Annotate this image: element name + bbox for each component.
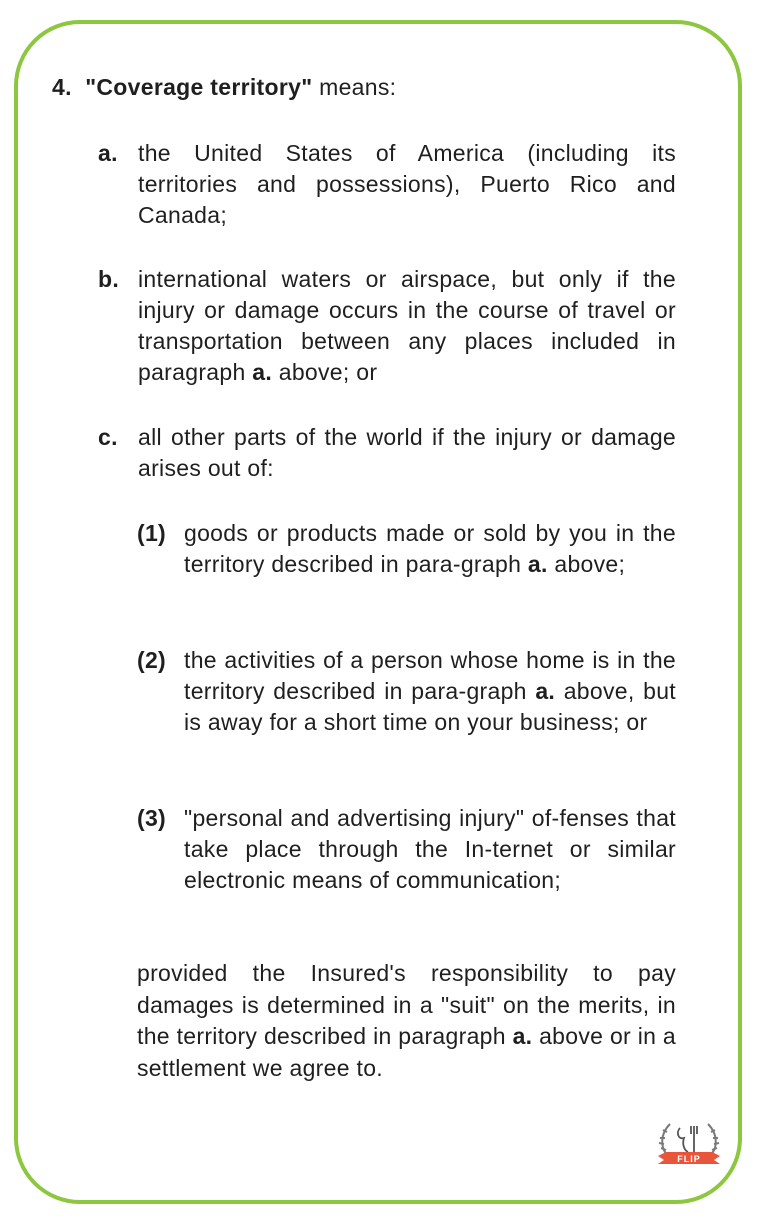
flip-logo	[654, 1116, 724, 1174]
subitem-marker: (3)	[137, 805, 167, 831]
paragraph-ref: a.	[512, 1023, 533, 1049]
paragraph-ref: a.	[535, 678, 556, 704]
item-a	[98, 138, 676, 231]
subitem-text: "personal and advertising injury" of-fenses that take place through the In-ternet or similar electronic means of communication;	[184, 805, 676, 893]
item-marker: b.	[98, 266, 120, 292]
logo-text: FLIP	[677, 1154, 701, 1164]
item-text: all other parts of the world if the injury or damage arises out of:	[138, 424, 676, 481]
closing-paragraph: provided the Insured's responsibility to pay damages is determined in a "suit" on the merits, in the territory described in paragraph a. above or in a settlement we agree to.	[137, 960, 676, 1081]
item-marker: a.	[98, 140, 118, 166]
wreath-right-icon	[708, 1124, 719, 1156]
subitem-1	[137, 518, 676, 580]
paragraph-ref: a.	[527, 551, 548, 577]
item-text: the United States of America (including its territories and possessions), Puerto Rico and Canada;	[138, 140, 676, 228]
subitem-text: the activities of a person whose home is in the territory described in para-graph a. above, but is away for a short time on your business; or	[184, 647, 676, 735]
item-b	[98, 264, 676, 388]
paragraph-ref: a.	[252, 359, 273, 385]
means-word: means:	[319, 74, 397, 100]
wreath-left-icon	[659, 1124, 670, 1156]
item-marker: c.	[98, 424, 118, 450]
section-number: 4.	[52, 74, 72, 100]
subitem-marker: (2)	[137, 647, 167, 673]
item-c	[98, 422, 676, 484]
section-heading	[52, 72, 396, 102]
defined-term: "Coverage territory"	[85, 74, 313, 100]
subitem-3	[137, 803, 676, 896]
item-text: international waters or airspace, but only if the injury or damage occurs in the course of travel or transportation between any places included in paragraph a. above; or	[138, 266, 676, 385]
chef-utensils-icon	[678, 1126, 697, 1152]
subitem-2	[137, 645, 676, 738]
subitem-marker: (1)	[137, 520, 167, 546]
subitem-text: goods or products made or sold by you in the territory described in para-graph a. above;	[184, 520, 676, 577]
